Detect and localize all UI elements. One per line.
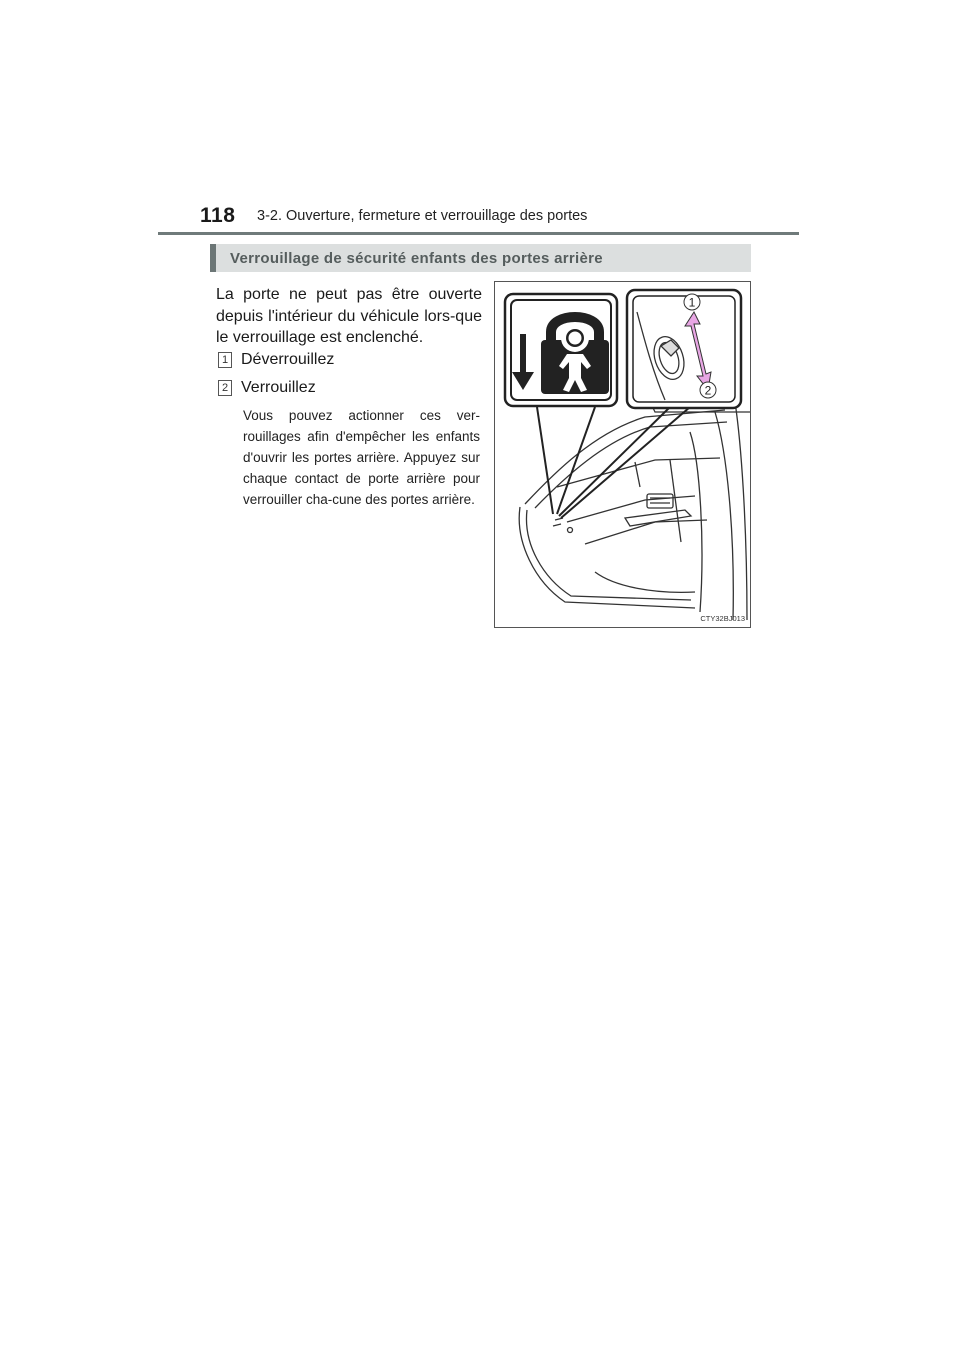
callout-1: 1 bbox=[688, 295, 696, 310]
step-unlock bbox=[218, 350, 334, 370]
running-head: 3-2. Ouverture, fermeture et verrouillage des portes bbox=[257, 208, 588, 224]
section-title: Verrouillage de sécurité enfants des portes arrière bbox=[230, 250, 603, 267]
step-number: 1 bbox=[218, 352, 232, 368]
step-number: 2 bbox=[218, 380, 232, 396]
callout-2: 2 bbox=[704, 383, 712, 398]
section-heading-bar bbox=[210, 244, 751, 272]
note-paragraph: Vous pouvez actionner ces ver-rouillages afin d'empêcher les enfants d'ouvrir les portes arrière. Appuyez sur chaque contact de porte arrière pour verrouiller cha-cune des portes arrière. bbox=[243, 408, 480, 507]
step-lock bbox=[218, 378, 316, 398]
step-label: Verrouillez bbox=[241, 379, 316, 396]
step-label: Déverrouillez bbox=[241, 351, 335, 368]
page-number: 118 bbox=[200, 204, 236, 227]
door-drawing-svg bbox=[495, 282, 750, 627]
door-illustration bbox=[494, 281, 751, 628]
intro-paragraph: La porte ne peut pas être ouverte depuis l'intérieur du véhicule lors-que le verrouillage est enclenché. bbox=[216, 286, 482, 346]
header-rule bbox=[158, 232, 799, 235]
figure-code: CTY32BJ013 bbox=[700, 614, 745, 623]
